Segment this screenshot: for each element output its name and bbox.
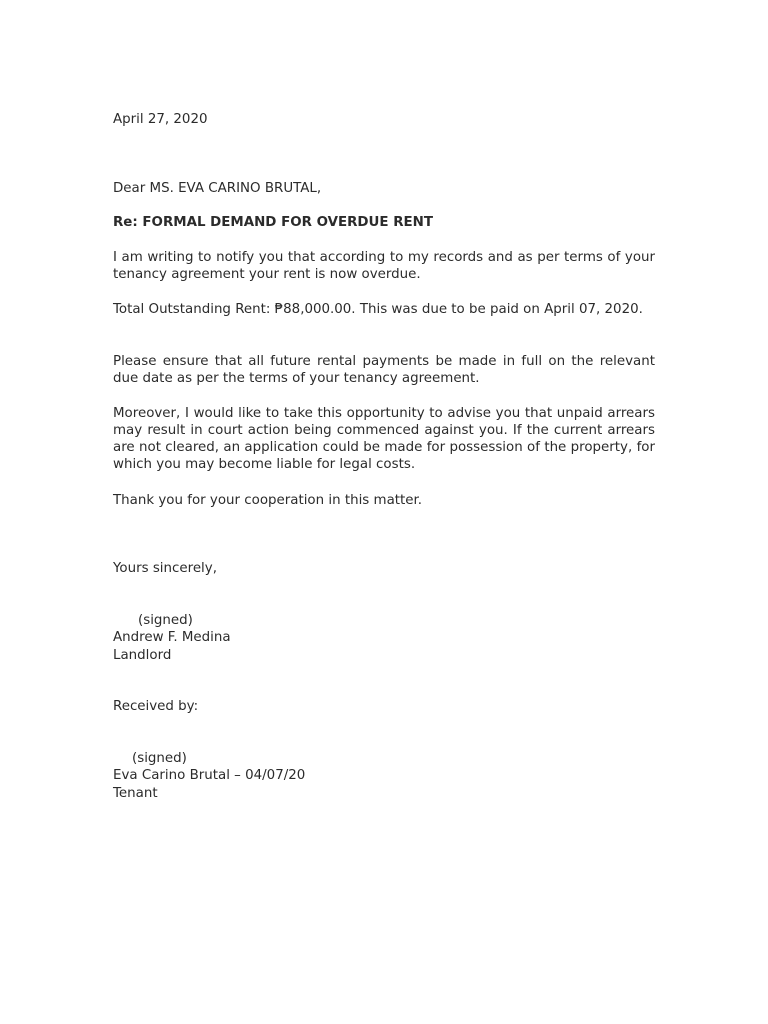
body-paragraph-3: Please ensure that all future rental payments be made in full on the relevant due date as per the terms of your tenancy agreement. [113,354,655,386]
body-paragraph-2: Total Outstanding Rent: ₱88,000.00. This was due to be paid on April 07, 2020. [113,302,643,317]
sender-title: Landlord [113,648,172,663]
body-paragraph-4: Moreover, I would like to take this opportunity to advise you that unpaid arrears may result in court action being commenced against you. If the current arrears are not cleared, an application could be made for possession of the property, for which you may become liable for legal costs. [113,406,655,472]
recipient-signature: (signed) [132,751,187,766]
subject-line: Re: FORMAL DEMAND FOR OVERDUE RENT [113,215,434,230]
closing: Yours sincerely, [113,561,217,576]
recipient-name-date: Eva Carino Brutal – 04/07/20 [113,768,306,783]
body-paragraph-5: Thank you for your cooperation in this matter. [113,493,423,508]
sender-signature: (signed) [138,613,193,628]
recipient-title: Tenant [113,786,158,801]
received-label: Received by: [113,699,199,714]
salutation: Dear MS. EVA CARINO BRUTAL, [113,181,322,196]
letter-date: April 27, 2020 [113,112,208,127]
body-paragraph-1: I am writing to notify you that according to my records and as per terms of your tenancy agreement your rent is now overdue. [113,250,655,282]
sender-name: Andrew F. Medina [113,630,231,645]
